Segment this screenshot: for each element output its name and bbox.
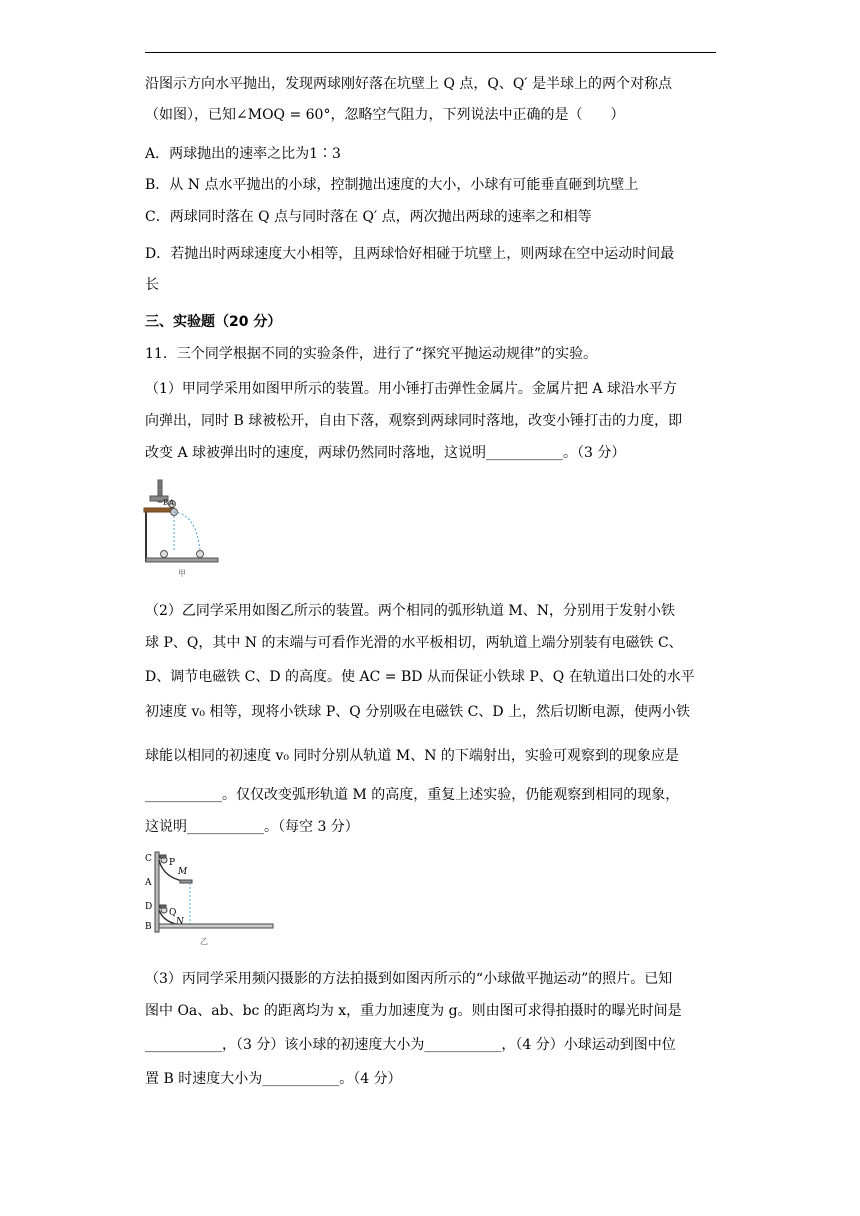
part3-line-4: 置 B 时速度大小为___________。（4 分）: [145, 1071, 402, 1087]
section-heading: 三、实验题（20 分）: [145, 314, 282, 330]
figure-yi: [140, 846, 280, 948]
text-line-2: （如图），已知∠MOQ = 60°，忽略空气阻力，下列说法中正确的是（ ）: [145, 107, 625, 123]
label-c: C: [145, 854, 152, 864]
part2-line-4: 初速度 v₀ 相等，现将小铁球 P、Q 分别吸在电磁铁 C、D 上，然后切断电源，使两小铁: [145, 704, 691, 720]
label-a: A: [169, 499, 175, 507]
part1-line-3: 改变 A 球被弹出时的速度，两球仍然同时落地，这说明___________。（3 分）: [145, 445, 626, 461]
part2-line-2: 球 P、Q，其中 N 的末端与可看作光滑的水平板相切，两轨道上端分别装有电磁铁 C、: [145, 635, 683, 651]
option-d: D．若抛出时两球速度大小相等，且两球恰好相碰于坑壁上，则两球在空中运动时间最: [145, 246, 675, 262]
label-n: N: [176, 917, 184, 927]
label-b: B: [163, 499, 169, 507]
figure-jia: [140, 476, 230, 580]
label-d: D: [145, 902, 153, 912]
part2-line-5: 球能以相同的初速度 v₀ 同时分别从轨道 M、N 的下端射出，实验可观察到的现象应是: [145, 748, 679, 764]
label-q: Q: [169, 908, 177, 918]
part2-line-7: 这说明___________。（每空 3 分）: [145, 819, 359, 835]
option-c: C．两球同时落在 Q 点与同时落在 Q′ 点，两次抛出两球的速率之和相等: [145, 209, 592, 225]
figure-yi-caption: 乙: [200, 937, 208, 946]
text-line-1: 沿图示方向水平抛出，发现两球刚好落在坑壁上 Q 点，Q、Q′ 是半球上的两个对称点: [145, 76, 672, 92]
part1-line-2: 向弹出，同时 B 球被松开，自由下落，观察到两球同时落地，改变小锤打击的力度，即: [145, 413, 683, 429]
label-b: B: [145, 922, 152, 932]
label-p: P: [169, 858, 176, 868]
figure-jia-caption: 甲: [178, 569, 186, 578]
part2-line-1: （2）乙同学采用如图乙所示的装置。两个相同的弧形轨道 M、N，分别用于发射小铁: [145, 603, 675, 619]
part1-line-1: （1）甲同学采用如图甲所示的装置。用小锤打击弹性金属片。金属片把 A 球沿水平方: [145, 381, 677, 397]
option-a: A．两球抛出的速率之比为1∶3: [145, 146, 341, 162]
part3-line-1: （3）丙同学采用频闪摄影的方法拍摄到如图丙所示的“小球做平抛运动”的照片。已知: [145, 971, 673, 987]
label-m: M: [178, 867, 188, 877]
option-b: B．从 N 点水平抛出的小球，控制抛出速度的大小，小球有可能垂直砸到坑壁上: [145, 177, 639, 193]
header-rule: [145, 52, 716, 53]
part3-line-2: 图中 Oa、ab、bc 的距离均为 x，重力加速度为 g。则由图可求得拍摄时的曝光时间是: [145, 1003, 682, 1019]
part2-line-3: D、调节电磁铁 C、D 的高度。使 AC = BD 从而保证小铁球 P、Q 在轨道出口处的水平: [145, 669, 695, 685]
label-a: A: [145, 878, 152, 888]
option-d-cont: 长: [145, 277, 159, 293]
question-11: 11．三个同学根据不同的实验条件，进行了“探究平抛运动规律”的实验。: [145, 346, 598, 362]
part2-line-6: ___________。仅仅改变弧形轨道 M 的高度，重复上述实验，仍能观察到相同的现象，: [145, 787, 680, 803]
part3-line-3: ___________，（3 分）该小球的初速度大小为___________，（4 分）小球运动到图中位: [145, 1037, 676, 1053]
